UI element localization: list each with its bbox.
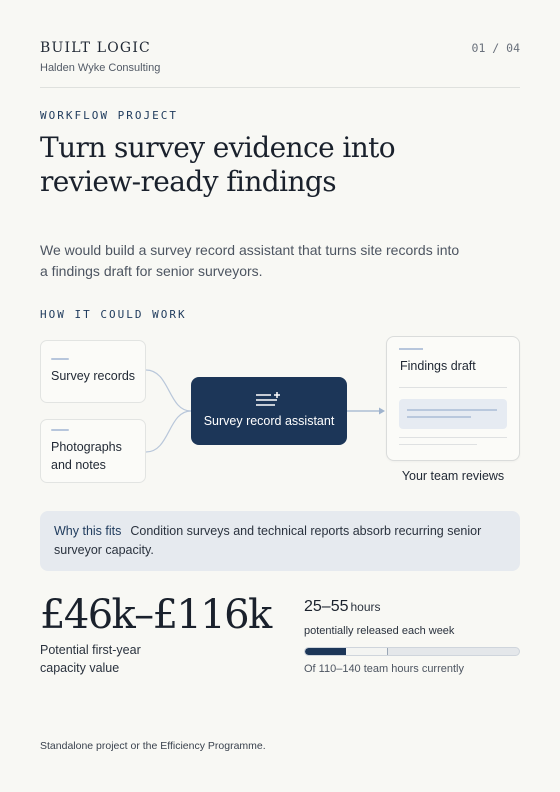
card-accent-bar — [399, 348, 423, 350]
fit-text: Condition surveys and technical reports absorb recurring senior surveyor capacity. — [54, 524, 482, 557]
why-this-fits-panel — [40, 511, 520, 571]
output-caption: Your team reviews — [401, 469, 505, 483]
connector-photos — [146, 411, 191, 452]
hours-unit: hours — [350, 600, 381, 614]
hours-fill-low — [305, 648, 346, 655]
value-caption: Potential first-year capacity value — [40, 643, 141, 675]
placeholder-line — [399, 444, 477, 445]
page-indicator: 01 / 04 — [471, 41, 520, 55]
value-range: £46k–£116k — [40, 592, 271, 638]
highlighted-block — [399, 399, 507, 429]
hours-caption: potentially released each week — [304, 625, 455, 637]
list-add-icon — [255, 391, 283, 407]
consultancy-name: Halden Wyke Consulting — [40, 62, 161, 74]
footer-note: Standalone project or the Efficiency Programme. — [40, 740, 266, 752]
brand-name: BUILT LOGIC — [40, 40, 151, 56]
hours-range: 25–55 — [304, 598, 349, 615]
page-title: Turn survey evidence into review-ready findings — [40, 131, 396, 198]
fit-key: Why this fits — [54, 524, 122, 538]
assistant-label: Survey record assistant — [203, 414, 335, 428]
placeholder-line — [407, 416, 471, 418]
hours-metric — [304, 598, 381, 616]
assistant-node — [191, 377, 347, 445]
hours-fill-range — [346, 648, 389, 655]
output-label: Findings draft — [400, 359, 476, 373]
placeholder-line — [407, 409, 497, 411]
placeholder-line — [399, 437, 507, 438]
connector-records — [146, 370, 191, 411]
input-card-photographs — [40, 419, 146, 483]
input-label: Survey records — [51, 369, 136, 383]
page-subtitle: We would build a survey record assistant that turns site records into a findings draft for senior surveyors. — [40, 242, 460, 279]
input-label: Photographs and notes — [51, 440, 122, 472]
arrow-head-icon — [379, 408, 385, 415]
placeholder-line — [399, 387, 507, 388]
section-eyebrow: WORKFLOW PROJECT — [40, 109, 178, 122]
output-card-findings — [386, 336, 520, 461]
card-accent-bar — [51, 358, 69, 360]
hours-progress-bar — [304, 647, 520, 656]
input-card-survey-records — [40, 340, 146, 403]
card-accent-bar — [51, 429, 69, 431]
hours-context: Of 110–140 team hours currently — [304, 663, 464, 675]
diagram-eyebrow: HOW IT COULD WORK — [40, 308, 187, 321]
